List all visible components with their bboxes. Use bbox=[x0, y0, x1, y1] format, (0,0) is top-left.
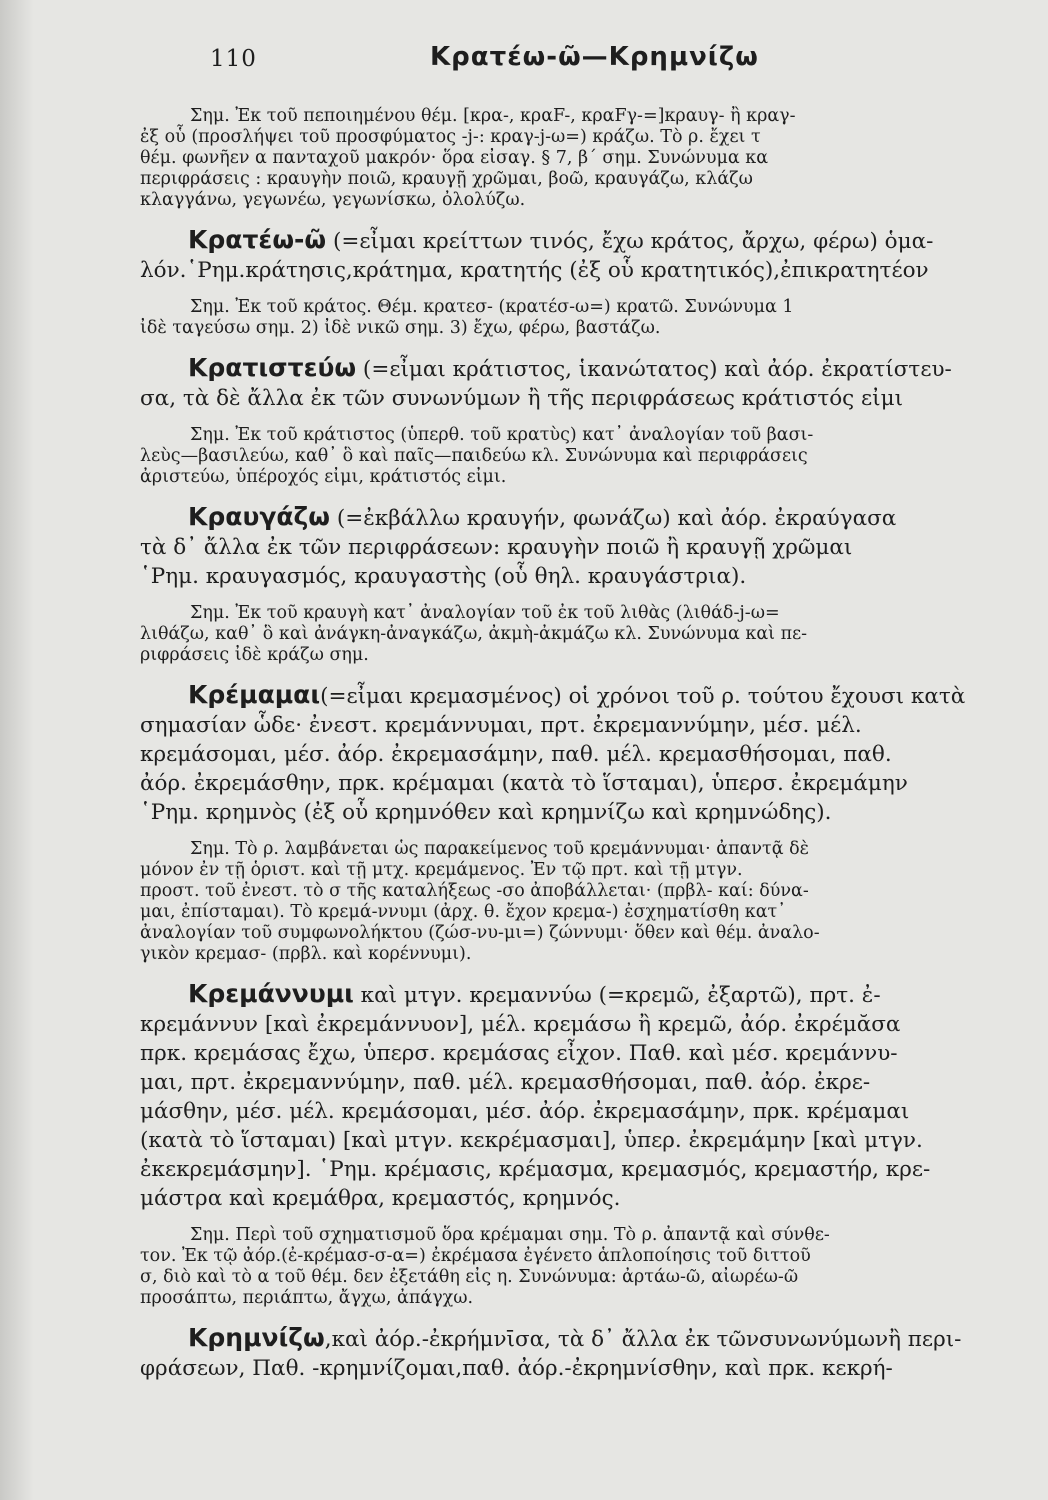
note-line bbox=[140, 425, 1038, 446]
line-text: ἀόρ. ἐκρεμάσθην, πρκ. κρέμαμαι (κατὰ τὸ ἵσταμαι), ὑπερσ. ἐκρεμάμην bbox=[140, 771, 908, 796]
line-text: γικὸν κρεμασ- (πρβλ. καὶ κορέννυμι). bbox=[140, 944, 472, 964]
entry-line bbox=[140, 769, 1038, 798]
note-line bbox=[140, 645, 1038, 666]
page-header bbox=[140, 42, 1038, 86]
entry-line bbox=[140, 1155, 1038, 1184]
entry-line bbox=[140, 502, 1038, 533]
running-title: Κρατέω-ῶ—Κρημνίζω bbox=[430, 42, 759, 72]
line-text: κρεμάσομαι, μέσ. ἀόρ. ἐκρεμασάμην, παθ. μέλ. κρεμασθήσομαι, παθ. bbox=[140, 742, 892, 767]
line-text: ριφράσεις ἰδὲ κράζω σημ. bbox=[140, 645, 369, 665]
note-line bbox=[140, 446, 1038, 467]
line-text: μάσθην, μέσ. μέλ. κρεμάσομαι, μέσ. ἀόρ. ἐκρεμασάμην, πρκ. κρέμαμαι bbox=[140, 1099, 910, 1124]
note-line bbox=[140, 881, 1038, 902]
line-text: λεὺς—βασιλεύω, καθ᾽ ὃ καὶ παῖς—παιδεύω κλ. Συνώνυμα καὶ περιφράσεις bbox=[140, 446, 808, 466]
line-text: (=εἶμαι κράτιστος, ἱκανώτατος) καὶ ἀόρ. ἐκρατίστευ- bbox=[356, 357, 952, 382]
entry-line bbox=[140, 256, 1038, 285]
entry-line bbox=[140, 1126, 1038, 1155]
line-text: Σημ. Ἐκ τοῦ κράτιστος (ὑπερθ. τοῦ κρατὺς) κατ᾽ ἀναλογίαν τοῦ βασι- bbox=[190, 425, 814, 445]
note-line bbox=[140, 1246, 1038, 1267]
entry-headword: Κρέμαμαι bbox=[188, 680, 321, 709]
entry-line bbox=[140, 680, 1038, 711]
note-line bbox=[140, 1225, 1038, 1246]
dictionary-entry bbox=[140, 979, 1038, 1213]
line-text: (κατὰ τὸ ἵσταμαι) [καὶ μτγν. κεκρέμασμαι], ὑπερ. ἐκρεμάμην [καὶ μτγν. bbox=[140, 1128, 923, 1153]
line-text: (=ἐκβάλλω κραυγήν, φωνάζω) καὶ ἀόρ. ἐκραύγασα bbox=[330, 506, 897, 531]
line-text: θέμ. φωνῆεν α πανταχοῦ μακρόν· ὅρα εἰσαγ. § 7, β΄ σημ. Συνώνυμα κα bbox=[140, 148, 769, 168]
entry-line bbox=[140, 1039, 1038, 1068]
page-number: 110 bbox=[210, 46, 257, 72]
note-line bbox=[140, 169, 1038, 190]
note-line bbox=[140, 127, 1038, 148]
line-text: τὰ δ᾽ ἄλλα ἐκ τῶν περιφράσεων: κραυγὴν ποιῶ ἢ κραυγῇ χρῶμαι bbox=[140, 535, 853, 560]
line-text: κλαγγάνω, γεγωνέω, γεγωνίσκω, ὀλολύζω. bbox=[140, 190, 526, 210]
note-line bbox=[140, 1267, 1038, 1288]
note-line bbox=[140, 106, 1038, 127]
line-text: φράσεων, Παθ. -κρημνίζομαι,παθ. ἀόρ.-ἐκρημνίσθην, καὶ πρκ. κεκρή- bbox=[140, 1356, 893, 1381]
line-text: σημασίαν ὧδε· ἐνεστ. κρεμάννυμαι, πρτ. ἐκρεμαννύμην, μέσ. μέλ. bbox=[140, 713, 862, 738]
dictionary-entry bbox=[140, 502, 1038, 591]
line-text: λιθάζω, καθ᾽ ὃ καὶ ἀνάγκη-ἀναγκάζω, ἀκμὴ-ἀκμάζω κλ. Συνώνυμα καὶ πε- bbox=[140, 624, 808, 644]
dictionary-entry bbox=[140, 1323, 1038, 1383]
entry-note bbox=[140, 106, 1038, 211]
note-line bbox=[140, 148, 1038, 169]
entry-line bbox=[140, 562, 1038, 591]
entry-headword: Κραυγάζω bbox=[188, 502, 331, 531]
line-text: καὶ μτγν. κρεμαννύω (=κρεμῶ, ἐξαρτῶ), πρτ. ἐ- bbox=[353, 983, 881, 1008]
line-text: Σημ. Τὸ ρ. λαμβάνεται ὡς παρακείμενος τοῦ κρεμάννυμαι· ἀπαντᾷ δὲ bbox=[190, 839, 810, 859]
line-text: μαι, πρτ. ἐκρεμαννύμην, παθ. μέλ. κρεμασθήσομαι, παθ. ἀόρ. ἐκρε- bbox=[140, 1070, 871, 1095]
line-text: ῾Ρημ. κρημνὸς (ἐξ οὗ κρημνόθεν καὶ κρημνίζω καὶ κρημνώδης). bbox=[140, 800, 832, 825]
line-text: (=εἶμαι κρεμασμένος) οἱ χρόνοι τοῦ ρ. τούτου ἔχουσι κατὰ bbox=[320, 684, 966, 709]
entry-line bbox=[140, 533, 1038, 562]
dictionary-content bbox=[140, 106, 1038, 1383]
entry-line bbox=[140, 798, 1038, 827]
note-line bbox=[140, 190, 1038, 211]
line-text: πρκ. κρεμάσας ἔχω, ὑπερσ. κρεμάσας εἶχον. Παθ. καὶ μέσ. κρεμάννυ- bbox=[140, 1041, 898, 1066]
line-text: περιφράσεις : κραυγὴν ποιῶ, κραυγῇ χρῶμαι, βοῶ, κραυγάζω, κλάζω bbox=[140, 169, 753, 189]
entry-headword: Κρατιστεύω bbox=[188, 353, 357, 382]
entry-note bbox=[140, 603, 1038, 666]
entry-line bbox=[140, 1010, 1038, 1039]
line-text: μάστρα καὶ κρεμάθρα, κρεμαστός, κρημνός. bbox=[140, 1186, 621, 1211]
dictionary-entry bbox=[140, 680, 1038, 827]
entry-headword: Κρατέω-ῶ bbox=[188, 225, 327, 254]
note-line bbox=[140, 1288, 1038, 1309]
line-text: κρεμάννυν [καὶ ἐκρεμάννυον], μέλ. κρεμάσω ἢ κρεμῶ, ἀόρ. ἐκρέμᾰσα bbox=[140, 1012, 901, 1037]
dictionary-entry bbox=[140, 353, 1038, 413]
dictionary-entry bbox=[140, 225, 1038, 285]
line-text: ῾Ρημ. κραυγασμός, κραυγαστὴς (οὗ θηλ. κραυγάστρια). bbox=[140, 564, 747, 589]
note-line bbox=[140, 603, 1038, 624]
note-line bbox=[140, 318, 1038, 339]
line-text: τον. Ἐκ τῷ ἀόρ.(ἐ-κρέμασ-σ-α=) ἐκρέμασα ἐγένετο ἁπλοποίησις τοῦ διττοῦ bbox=[140, 1246, 811, 1266]
note-line bbox=[140, 944, 1038, 965]
note-line bbox=[140, 624, 1038, 645]
note-line bbox=[140, 860, 1038, 881]
page-gutter-shadow bbox=[0, 0, 34, 1500]
line-text: ἀριστεύω, ὑπέροχός εἰμι, κράτιστός εἰμι. bbox=[140, 467, 507, 487]
entry-line bbox=[140, 740, 1038, 769]
line-text: (=εἶμαι κρείττων τινός, ἔχω κράτος, ἄρχω, φέρω) ὁμα- bbox=[326, 229, 934, 254]
entry-line bbox=[140, 1354, 1038, 1383]
line-text: Σημ. Ἐκ τοῦ κραυγὴ κατ᾽ ἀναλογίαν τοῦ ἐκ τοῦ λιθὰς (λιθάδ-j-ω= bbox=[190, 603, 780, 623]
line-text: σ, διὸ καὶ τὸ α τοῦ θέμ. δεν ἐξετάθη εἰς η. Συνώνυμα: ἀρτάω-ῶ, αἰωρέω-ῶ bbox=[140, 1267, 799, 1287]
line-text: ,καὶ ἀόρ.-ἐκρήμνῑσα, τὰ δ᾽ ἄλλα ἐκ τῶνσυνωνύμωνἢ περι- bbox=[324, 1327, 962, 1352]
line-text: λόν.῾Ρημ.κράτησις,κράτημα, κρατητής (ἐξ οὗ κρατητικός),ἐπικρατητέον bbox=[140, 258, 929, 283]
entry-line bbox=[140, 384, 1038, 413]
note-line bbox=[140, 923, 1038, 944]
entry-note bbox=[140, 1225, 1038, 1309]
line-text: ἰδὲ ταγεύσω σημ. 2) ἰδὲ νικῶ σημ. 3) ἔχω, φέρω, βαστάζω. bbox=[140, 318, 661, 338]
entry-note bbox=[140, 297, 1038, 339]
entry-note bbox=[140, 839, 1038, 965]
entry-line bbox=[140, 1323, 1038, 1354]
entry-line bbox=[140, 979, 1038, 1010]
entry-line bbox=[140, 225, 1038, 256]
line-text: Σημ. Ἐκ τοῦ πεποιημένου θέμ. [κρα-, κραF-, κραFγ-=]κραυγ- ἢ κραγ- bbox=[190, 106, 796, 126]
line-text: ἐξ οὗ (προσλήψει τοῦ προσφύματος -j-: κραγ-j-ω=) κράζω. Τὸ ρ. ἔχει τ bbox=[140, 127, 761, 147]
line-text: μαι, ἐπίσταμαι). Τὸ κρεμά-ννυμι (ἀρχ. θ. ἔχον κρεμα-) ἐσχηματίσθη κατ᾽ bbox=[140, 902, 786, 922]
line-text: προστ. τοῦ ἐνεστ. τὸ σ τῆς καταλήξεως -σο ἀποβάλλεται· (πρβλ- καί: δύνα- bbox=[140, 881, 809, 901]
line-text: προσάπτω, περιάπτω, ἄγχω, ἀπάγχω. bbox=[140, 1288, 474, 1308]
entry-line bbox=[140, 1184, 1038, 1213]
line-text: σα, τὰ δὲ ἄλλα ἐκ τῶν συνωνύμων ἢ τῆς περιφράσεως κράτιστός εἰμι bbox=[140, 386, 904, 411]
line-text: ἐκεκρεμάσμην]. ῾Ρημ. κρέμασις, κρέμασμα, κρεμασμός, κρεμαστήρ, κρε- bbox=[140, 1157, 931, 1182]
note-line bbox=[140, 902, 1038, 923]
line-text: μόνον ἐν τῇ ὁριστ. καὶ τῇ μτχ. κρεμάμενος. Ἐν τῷ πρτ. καὶ τῇ μτγν. bbox=[140, 860, 743, 880]
entry-line bbox=[140, 711, 1038, 740]
entry-line bbox=[140, 1097, 1038, 1126]
entry-line bbox=[140, 1068, 1038, 1097]
line-text: Σημ. Περὶ τοῦ σχηματισμοῦ ὅρα κρέμαμαι σημ. Τὸ ρ. ἀπαντᾷ καὶ σύνθε- bbox=[190, 1225, 830, 1245]
entry-headword: Κρημνίζω bbox=[188, 1323, 325, 1352]
entry-line bbox=[140, 353, 1038, 384]
line-text: Σημ. Ἐκ τοῦ κράτος. Θέμ. κρατεσ- (κρατέσ-ω=) κρατῶ. Συνώνυμα 1 bbox=[190, 297, 794, 317]
note-line bbox=[140, 839, 1038, 860]
line-text: ἀναλογίαν τοῦ συμφωνολήκτου (ζώσ-νυ-μι=) ζώννυμι· ὅθεν καὶ θέμ. ἀναλο- bbox=[140, 923, 820, 943]
note-line bbox=[140, 297, 1038, 318]
entry-headword: Κρεμάννυμι bbox=[188, 979, 354, 1008]
note-line bbox=[140, 467, 1038, 488]
entry-note bbox=[140, 425, 1038, 488]
